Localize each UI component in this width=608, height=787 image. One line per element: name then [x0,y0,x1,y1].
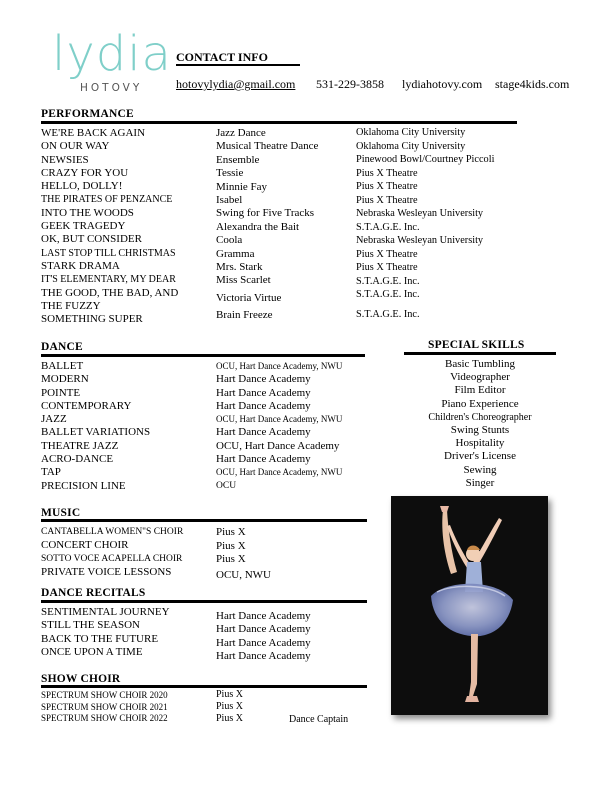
venue: S.T.A.G.E. Inc. [356,308,420,320]
role: Minnie Fay [216,180,268,193]
recital-where-item: Hart Dance Academy [216,649,311,662]
show-choir-title: SHOW CHOIR [41,673,121,685]
music-item: SOTTO VOCE ACAPELLA CHOIR [41,553,183,564]
venue: Oklahoma City University [356,140,466,152]
show-choir-where-item: Pius X [216,689,243,700]
dance-school: Hart Dance Academy [216,399,311,412]
show-title: ON OUR WAY [41,140,110,153]
role: Swing for Five Tracks [216,207,315,220]
show-choir-where [216,689,243,725]
venue: Pinewood Bowl/Courtney Piccoli [356,154,495,165]
venue: Nebraska Wesleyan University [356,208,484,219]
dance-style: MODERN [41,373,89,386]
show-title: WE'RE BACK AGAIN [41,127,146,139]
dance-style: ACRO-DANCE [41,453,114,466]
venue: Nebraska Wesleyan University [356,235,484,246]
venue: Pius X Theatre [356,262,418,273]
skill-item: Hospitality [455,437,505,450]
dance-style: BALLET [41,360,84,372]
role: Ensemble [216,153,260,166]
role: Miss Scarlet [216,274,271,287]
special-skills-rule [404,352,556,355]
email-link[interactable]: hotovylydia@gmail.com [176,77,296,91]
recital-item: SENTIMENTAL JOURNEY [41,606,170,618]
recital-where-item: Hart Dance Academy [216,623,311,636]
dance-school: Hart Dance Academy [216,386,311,399]
dance-schools [216,360,342,493]
performance-title: PERFORMANCE [41,108,134,120]
show-choir-item: SPECTRUM SHOW CHOIR 2021 [41,701,168,712]
show-choir-rule [41,685,367,688]
role: Coola [216,234,243,247]
show-title: GEEK TRAGEDY [41,220,126,233]
venue: S.T.A.G.E. Inc. [356,221,420,233]
recital-item: BACK TO THE FUTURE [41,632,159,645]
dance-style: BALLET VARIATIONS [41,426,151,439]
recital-item: STILL THE SEASON [41,619,140,632]
show-choir-note: Dance Captain [289,714,349,725]
special-skills-title: SPECIAL SKILLS [428,339,525,351]
dance-styles [41,360,150,493]
dance-school: OCU, Hart Dance Academy, NWU [216,361,343,371]
recital-item: ONCE UPON A TIME [41,645,143,658]
venue: Pius X Theatre [356,167,418,179]
special-skills-list [404,358,556,490]
logo-name: lydia [52,26,172,82]
music-item: PRIVATE VOICE LESSONS [41,565,172,578]
contact-title: CONTACT INFO [176,50,268,64]
music-where-item: Pius X [216,539,246,552]
recital-items [41,606,170,659]
role: Jazz Dance [216,127,266,139]
venue: Pius X Theatre [356,248,418,260]
skill-item: Piano Experience [441,397,519,410]
show-choir-item: SPECTRUM SHOW CHOIR 2022 [41,713,168,723]
performance-rule [41,121,517,124]
music-title: MUSIC [41,507,81,519]
dance-style: TAP [41,466,61,479]
role: Brain Freeze [216,309,273,322]
dance-school: Hart Dance Academy [216,426,311,439]
dance-school: OCU, Hart Dance Academy [216,439,340,452]
dance-school: Hart Dance Academy [216,453,311,466]
role: Mrs. Stark [216,261,263,274]
role: Victoria Virtue [216,291,282,304]
venue: S.T.A.G.E. Inc. [356,275,420,287]
show-title: NEWSIES [41,153,89,166]
dance-style: THEATRE JAZZ [41,439,119,452]
show-title: LAST STOP TILL CHRISTMAS [41,247,176,259]
role: Alexandra the Bait [216,220,300,233]
music-rule [41,519,367,522]
show-title: INTO THE WOODS [41,206,134,219]
dancer-photo [391,496,548,715]
show-title: STARK DRAMA [41,259,120,272]
music-where-item: OCU, NWU [216,568,271,581]
performance-roles [216,127,318,323]
recitals-title: DANCE RECITALS [41,587,146,599]
dance-style: POINTE [41,386,81,399]
show-choir-item: SPECTRUM SHOW CHOIR 2020 [41,690,168,700]
skill-item: Sewing [463,463,497,476]
venue: Oklahoma City University [356,127,466,138]
music-where [216,526,271,582]
dance-school: Hart Dance Academy [216,373,311,386]
venue: S.T.A.G.E. Inc. [356,289,420,300]
skill-item: Videographer [450,371,510,384]
recital-where-item: Hart Dance Academy [216,610,311,622]
show-title: THE PIRATES OF PENZANCE [41,194,173,206]
logo-surname: HOTOVY [80,82,143,94]
role: Gramma [216,247,255,260]
dance-school: OCU [216,480,237,491]
show-choir-where-item: Pius X [216,713,243,724]
dance-school: OCU, Hart Dance Academy, NWU [216,414,343,425]
show-title: THE FUZZY [41,299,101,312]
dance-school: OCU, Hart Dance Academy, NWU [216,467,343,478]
contact-rule [176,64,300,66]
skill-item: Basic Tumbling [445,358,515,370]
show-title: CRAZY FOR YOU [41,166,129,179]
dancer-figure-icon [391,496,548,715]
website-link-2[interactable]: stage4kids.com [495,77,570,91]
phone-number: 531-229-3858 [316,77,384,91]
show-title: HELLO, DOLLY! [41,180,123,193]
dance-title: DANCE [41,341,83,353]
recital-where [216,610,311,663]
role: Musical Theatre Dance [216,140,319,153]
skill-item: Driver's License [444,450,516,463]
music-where-item: Pius X [216,526,246,538]
recitals-rule [41,600,367,603]
show-title: OK, BUT CONSIDER [41,233,142,246]
dance-style: CONTEMPORARY [41,399,132,412]
dance-style: PRECISION LINE [41,479,126,492]
skill-item: Swing Stunts [450,424,510,437]
role: Tessie [216,167,244,180]
music-item: CANTABELLA WOMEN"S CHOIR [41,527,184,537]
performance-shows [41,127,178,326]
dance-style: JAZZ [41,413,67,426]
music-items [41,526,183,579]
skill-item: Singer [465,476,495,489]
music-where-item: Pius X [216,553,246,565]
recital-where-item: Hart Dance Academy [216,636,311,649]
show-choir-items [41,690,168,725]
music-item: CONCERT CHOIR [41,539,129,552]
show-title: THE GOOD, THE BAD, AND [41,286,179,299]
show-title: IT'S ELEMENTARY, MY DEAR [41,274,176,286]
website-link[interactable]: lydiahotovy.com [402,77,483,91]
role: Isabel [216,194,243,207]
venue: Pius X Theatre [356,181,418,192]
show-title: SOMETHING SUPER [41,313,143,326]
venue: Pius X Theatre [356,194,418,206]
skill-item: Children's Choreographer [428,411,532,423]
performance-venues [356,126,494,321]
show-choir-where-item: Pius X [216,701,243,712]
skill-item: Film Editor [454,384,506,397]
dance-rule [41,354,365,357]
